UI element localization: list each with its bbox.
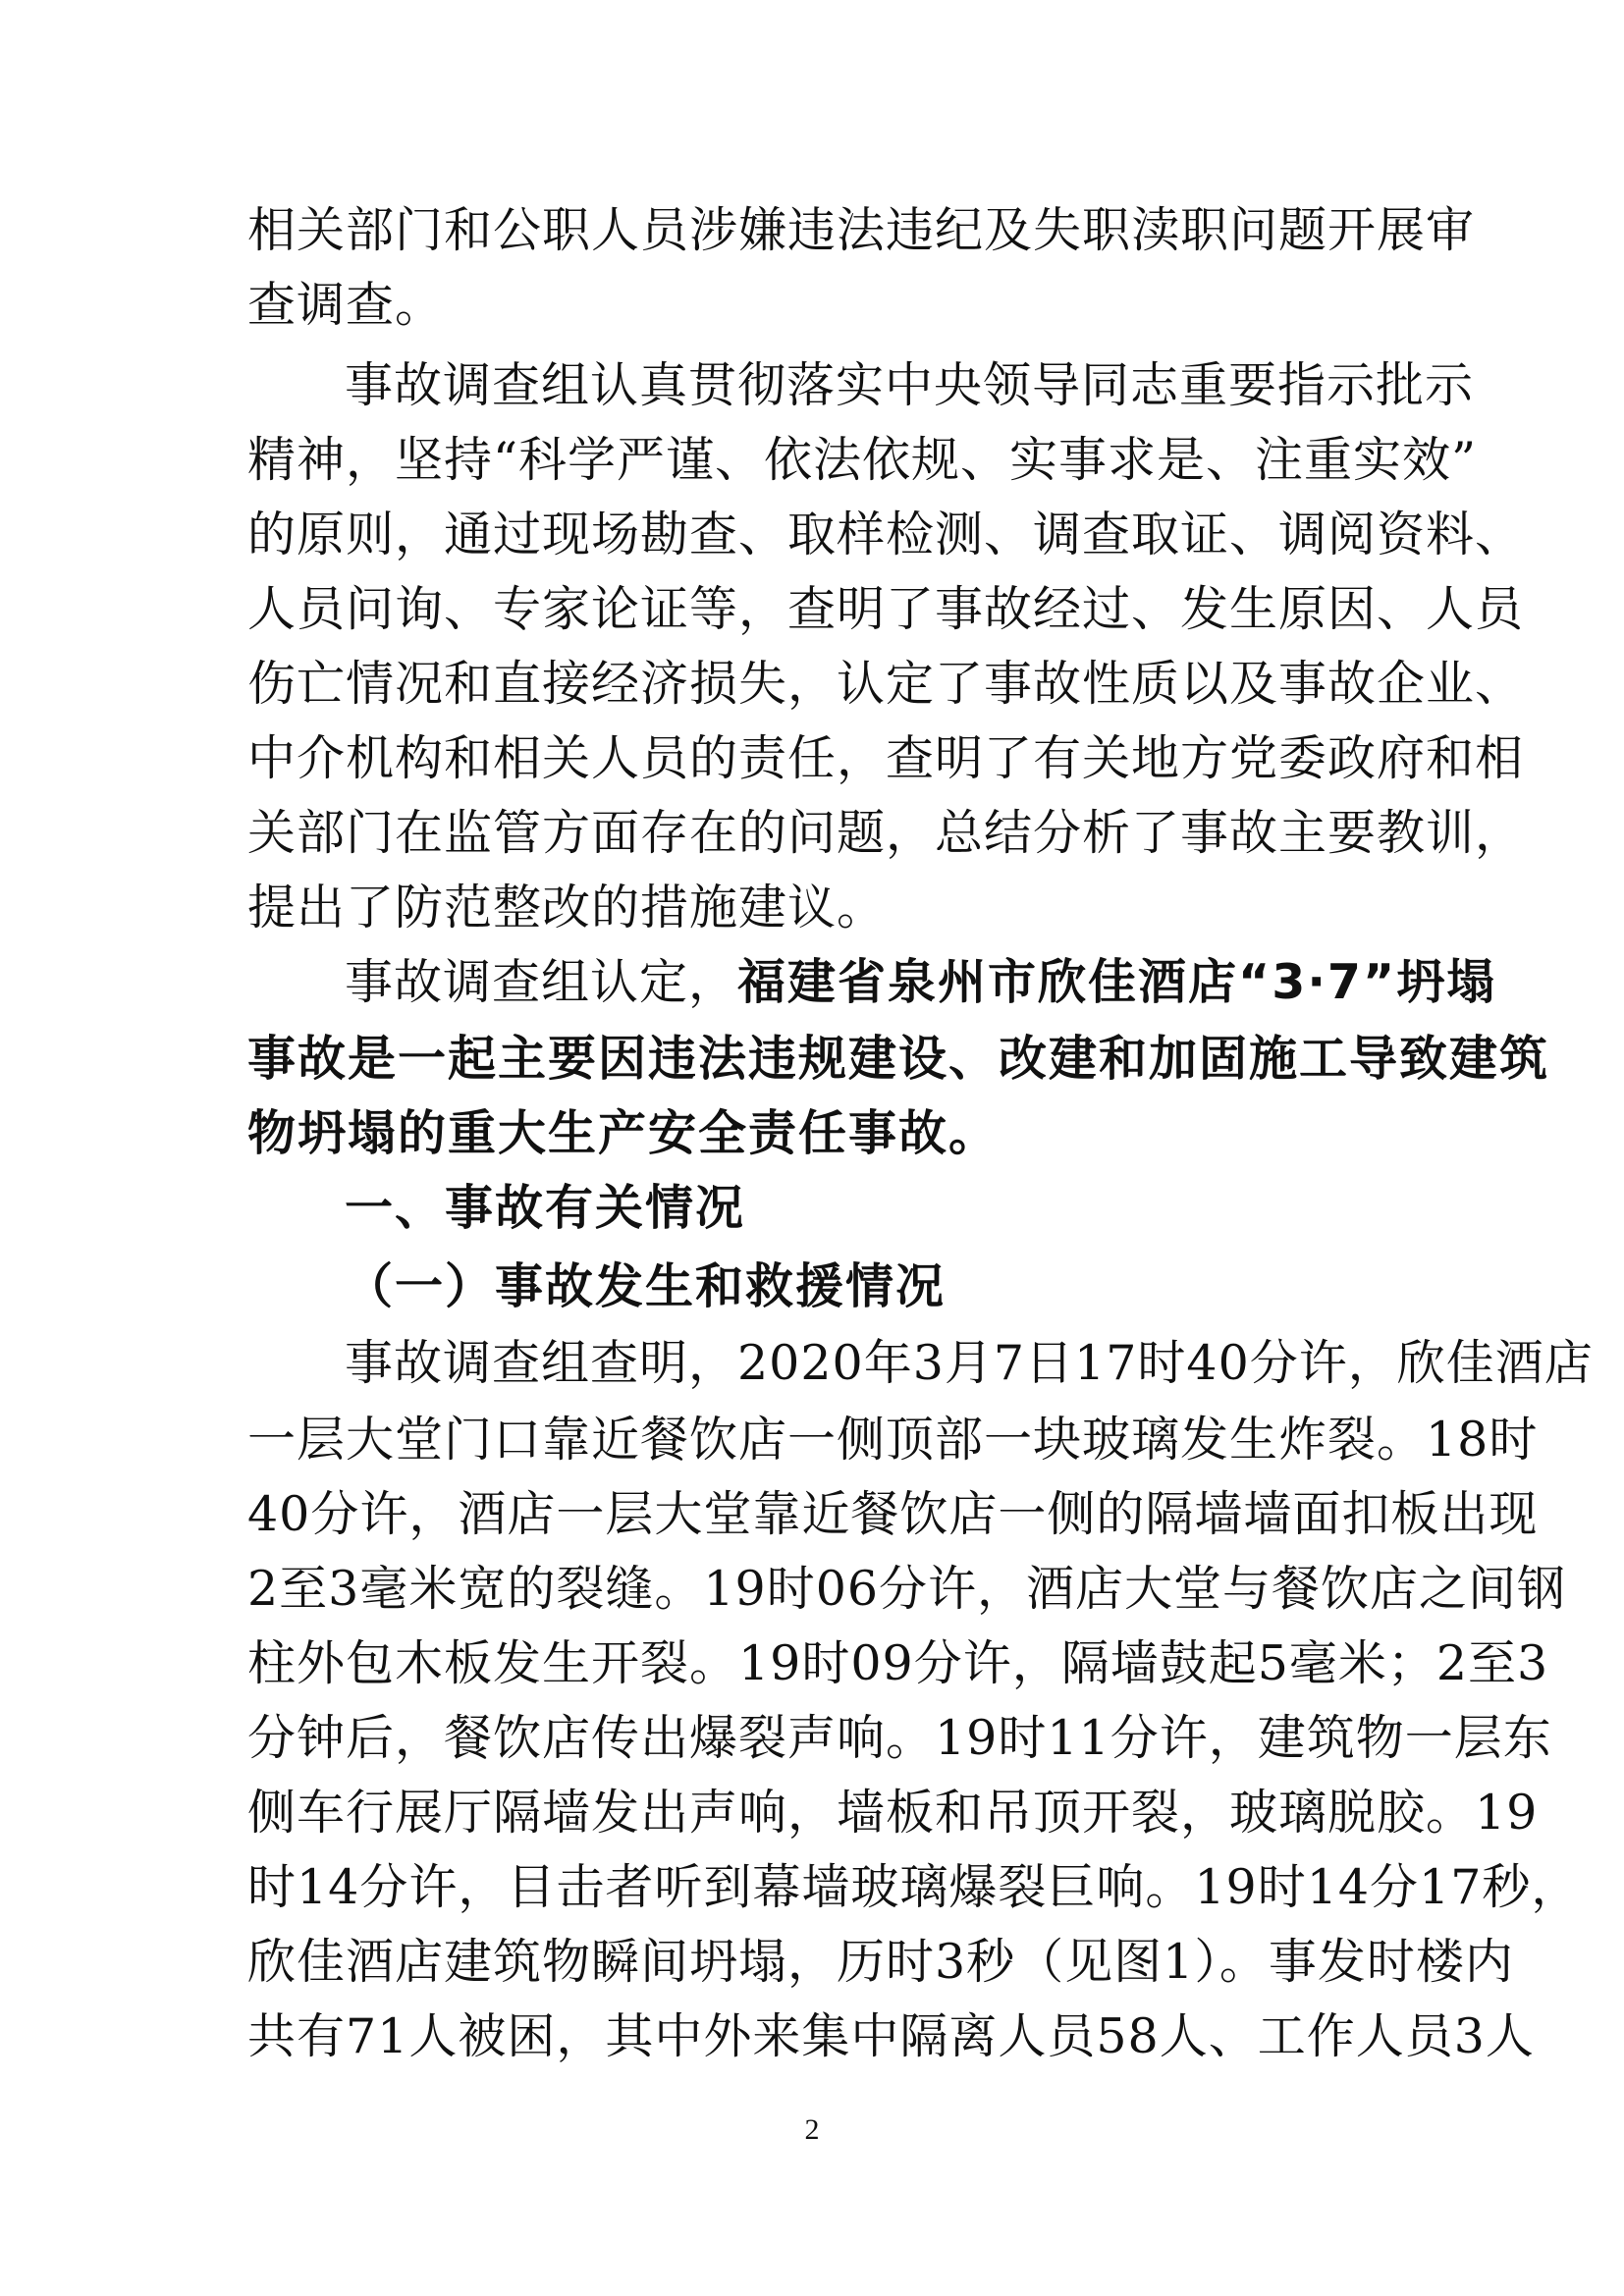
paragraph-line: 时14分许，目击者听到幕墙玻璃爆裂巨响。19时14分17秒，: [247, 1859, 1581, 1915]
paragraph-line: 关部门在监管方面存在的问题，总结分析了事故主要教训，: [247, 805, 1525, 861]
conclusion-bold-text: 福建省泉州市欣佳酒店“3·7”坍塌: [737, 954, 1497, 1010]
paragraph-line: 侧车行展厅隔墙发出声响，墙板和吊顶开裂，玻璃脱胶。19: [247, 1785, 1539, 1841]
paragraph-line: 事故调查组查明，2020年3月7日17时40分许，欣佳酒店: [345, 1335, 1594, 1391]
paragraph-line: 中介机构和相关人员的责任，查明了有关地方党委政府和相: [247, 730, 1525, 786]
paragraph-line: 一层大堂门口靠近餐饮店一侧顶部一块玻璃发生炸裂。18时: [247, 1412, 1539, 1468]
paragraph-line: [345, 950, 1496, 1015]
paragraph-line: 提出了防范整改的措施建议。: [247, 880, 887, 935]
subsection-heading: （一）事故发生和救援情况: [345, 1258, 947, 1314]
paragraph-line: 欣佳酒店建筑物瞬间坍塌，历时3秒（见图1）。事发时楼内: [247, 1934, 1514, 1990]
paragraph-line: 伤亡情况和直接经济损失，认定了事故性质以及事故企业、: [247, 656, 1525, 712]
paragraph-line: 共有71人被困，其中外来集中隔离人员58人、工作人员3人: [247, 2008, 1535, 2064]
paragraph-line: 柱外包木板发生开裂。19时09分许，隔墙鼓起5毫米；2至3: [247, 1635, 1549, 1691]
paragraph-line: 2至3毫米宽的裂缝。19时06分许，酒店大堂与餐饮店之间钢: [247, 1561, 1567, 1617]
conclusion-lead: 事故调查组认定，: [345, 954, 738, 1010]
section-heading: 一、事故有关情况: [345, 1180, 746, 1236]
conclusion-bold-line: 物坍塌的重大生产安全责任事故。: [247, 1105, 1000, 1161]
paragraph-line: 精神，坚持“科学严谨、依法依规、实事求是、注重实效”: [247, 432, 1478, 488]
paragraph-line: 事故调查组认真贯彻落实中央领导同志重要指示批示: [345, 357, 1475, 413]
paragraph-line: 人员问询、专家论证等，查明了事故经过、发生原因、人员: [247, 581, 1525, 637]
paragraph-line: 分钟后，餐饮店传出爆裂声响。19时11分许，建筑物一层东: [247, 1710, 1552, 1766]
paragraph-line: 的原则，通过现场勘查、取样检测、调查取证、调阅资料、: [247, 507, 1525, 562]
paragraph-line: 相关部门和公职人员涉嫌违法违纪及失职渎职问题开展审: [247, 202, 1476, 258]
conclusion-bold-line: 事故是一起主要因违法违规建设、改建和加固施工导致建筑: [247, 1031, 1550, 1087]
page-number: 2: [804, 2113, 820, 2146]
paragraph-line: 查调查。: [247, 277, 445, 333]
paragraph-line: 40分许，酒店一层大堂靠近餐饮店一侧的隔墙墙面扣板出现: [247, 1486, 1539, 1542]
